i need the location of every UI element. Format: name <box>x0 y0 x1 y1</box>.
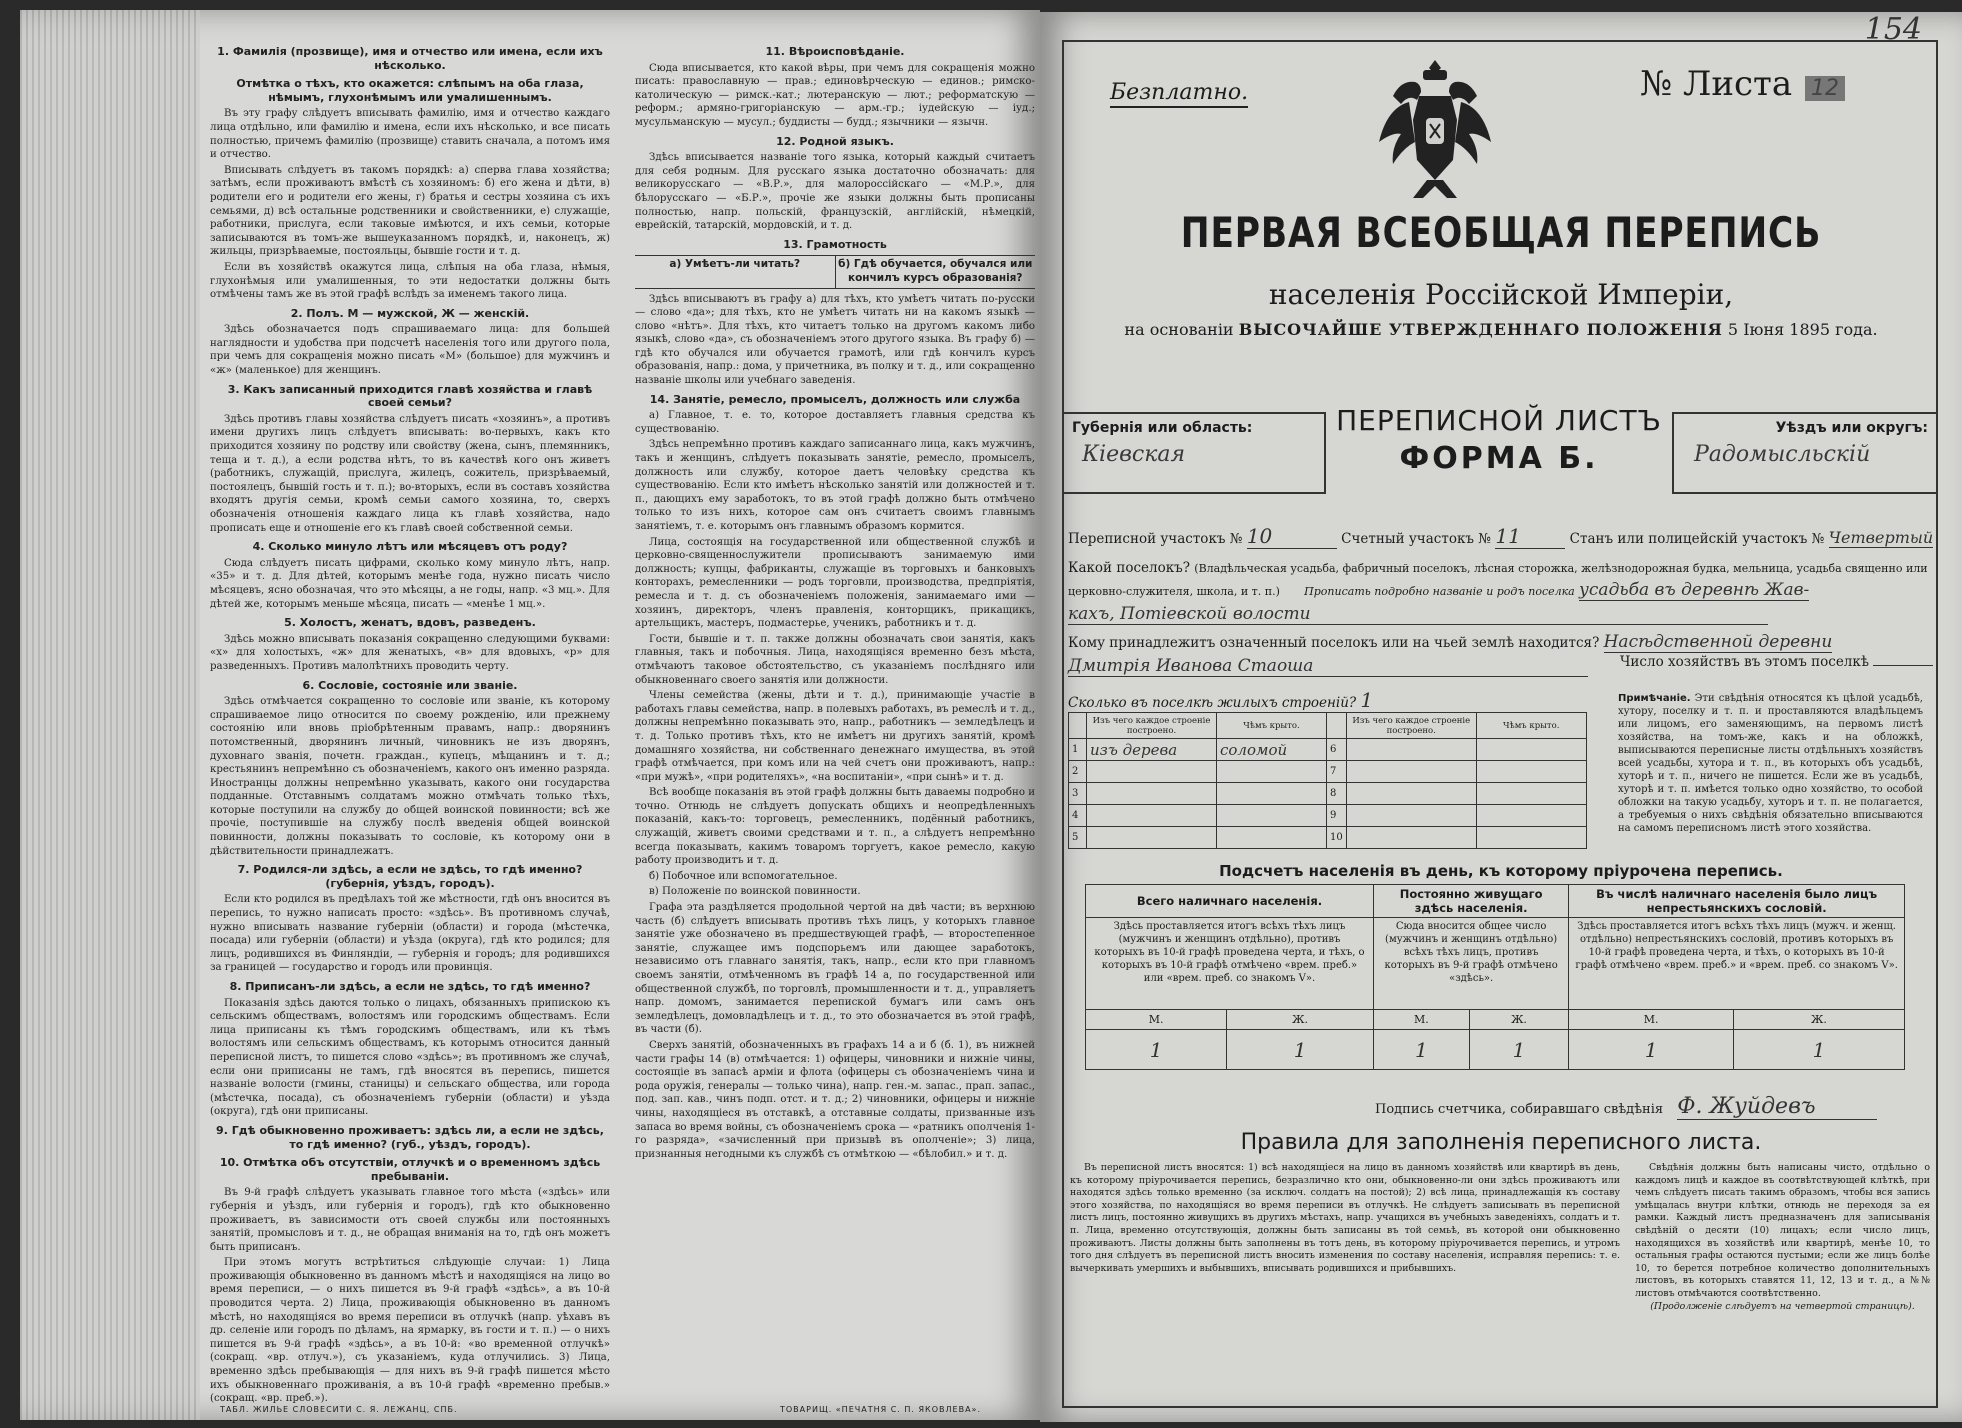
section-paragraph: Гости, бывшіе и т. п. также должны обозначать свои занятія, какъ главныя, такъ и побочныя. Лица, находящіяся временно безъ мѣста, отмѣчаютъ таковое обстоятельство, съ указаніемъ послѣдняго или обыкновеннаго своего занятія или должности. <box>635 633 1035 686</box>
section-paragraph: Въ 9-й графѣ слѣдуетъ указывать главное того мѣста («здѣсь» или губернія и уѣздъ, или губернія и городъ), гдѣ кто обыкновенно проживаетъ, въ зависимости отъ своей службы или постоянныхъ занятій, промысловъ и т. д., не обращая вниманія на то, гдѣ онъ можетъ быть приписанъ. <box>210 1187 610 1253</box>
table-row <box>1069 805 1587 827</box>
legal-basis <box>1040 320 1962 339</box>
note-title: Примѣчаніе. <box>1618 693 1691 704</box>
police-precinct-label: Станъ или полицейскій участокъ № <box>1569 531 1825 547</box>
settlement-row <box>1068 560 1928 576</box>
table-row <box>1069 827 1587 849</box>
material-cell[interactable] <box>1087 827 1217 849</box>
roof-cell[interactable] <box>1476 805 1586 827</box>
section-paragraph: б) Побочное или вспомогательное. <box>649 870 838 882</box>
section-heading: 6. Сословіе, состояніе или званіе. <box>302 678 518 692</box>
rules-continued: (Продолженіе слѣдуетъ на четвертой страницѣ). <box>1650 1300 1915 1312</box>
note-block <box>1618 692 1923 835</box>
permanent-female-value[interactable]: 1 <box>1469 1030 1569 1070</box>
precinct-value[interactable]: 10 <box>1247 524 1337 549</box>
non-peasant-male-value[interactable]: 1 <box>1569 1030 1734 1070</box>
section-paragraph: Сверхъ занятій, обозначенныхъ въ графахъ 14 а и б (б. 1), въ нижней части графы 14 (в) отмѣчается: 1) офицеры, чиновники и нижніе чины, состоящіе въ запасѣ арміи и флота (офицеры съ обозначеніемъ чина и рода оружія, генералы — только чина), напр. ген.-м. запас., прап. запас., под. зап. кав., чинъ подп. отст. и т. д.; 2) чиновники, офицеры и нижніе чины, находящіеся въ отставкѣ, а отставные солдаты, призванные изъ запаса во время войны, съ обозначеніемъ срока — «ратникъ ополченія 1-го разряда», «зачисленный при призывѣ въ ополченіе»; 3) лица, признанныя негодными къ службѣ съ отмѣткою — «бѣлобил.» и т. д. <box>635 1039 1035 1160</box>
material-cell[interactable] <box>1346 805 1476 827</box>
section-heading: 4. Сколько минуло лѣтъ или мѣсяцевъ отъ роду? <box>252 540 568 554</box>
section-paragraph: Сюда вписывается, кто какой вѣры, при чемъ для сокращенія можно писать: православную — прав.; единовѣрческую — единов.; римско-католическую — римск.-кат.; лютеранскую — лют.; реформатскую — реформ.; армяно-григоріанскую — арм.-гр.; іудейскую — іуд.; мусульманскую — мусул.; буддисты — будд.; язычники — язычн. <box>635 62 1035 128</box>
non-peasant-female-value[interactable]: 1 <box>1733 1030 1904 1070</box>
settlement-label: Какой поселокъ? <box>1068 560 1190 576</box>
district-box <box>1672 412 1938 494</box>
row-number: 1 <box>1069 739 1087 761</box>
roof-header: Чѣмъ крыто. <box>1217 713 1327 739</box>
province-box <box>1062 412 1326 494</box>
section-heading: Отмѣтка о тѣхъ, кто окажется: слѣпымъ на оба глаза, нѣмымъ, глухонѣмымъ или умалишеннымъ. <box>236 77 584 104</box>
literacy-subheader: а) Умѣетъ-ли читать? <box>635 256 836 287</box>
material-header-2: Изъ чего каждое строеніе построено. <box>1346 713 1476 739</box>
section-heading: 1. Фамилія (прозвище), имя и отчество или имена, если ихъ нѣсколько. <box>217 45 603 72</box>
right-page <box>1040 12 1962 1422</box>
district-value[interactable]: Радомысльскій <box>1694 442 1871 467</box>
section-heading: 10. Отмѣтка объ отсутствіи, отлучкѣ и о временномъ здѣсь пребываніи. <box>219 1156 601 1183</box>
section-heading: 3. Какъ записанный приходится главѣ хозяйства и главѣ своей семьи? <box>227 382 593 410</box>
male-header: М. <box>1373 1010 1469 1030</box>
permanent-population-header: Постоянно живущаго здѣсь населенія. <box>1373 885 1568 918</box>
signature-value[interactable]: Ф. Жуйдевъ <box>1677 1094 1877 1120</box>
section-heading: 11. Вѣроисповѣданіе. <box>765 45 905 58</box>
total-female-value[interactable]: 1 <box>1227 1030 1374 1070</box>
households-value[interactable] <box>1873 665 1933 666</box>
section-paragraph: При этомъ могутъ встрѣтиться слѣдующіе случаи: 1) Лица проживающія обыкновенно въ данномъ мѣстѣ и находящіяся на лицо во время переписи, — о нихъ пишется въ 9-й графѣ «здѣсь», а въ 10-й проводится черта. 2) Лица, проживающія обыкновенно въ данномъ мѣстѣ, но находящіяся во время переписи въ отлучкѣ (напр. уѣхавъ въ др. селеніе или городъ по дѣламъ, на ярмарку, въ гости и т. п.) — о нихъ пишется въ 9-й графѣ «здѣсь», а въ 10-й: «во временной отлучкѣ» (сокращ. «вр. отлуч.»), съ указаніемъ, куда отлучились. 3) Лица, временно здѣсь пребывающія — для нихъ въ 9-й графѣ пишется мѣсто ихъ обыкновеннаго проживанія, а въ 10-й графѣ «временно пребыв.» (сокращ. «вр. преб.»). <box>210 1257 610 1405</box>
material-cell[interactable]: изъ дерева <box>1087 739 1217 761</box>
non-peasant-desc: Здѣсь проставляется итогъ всѣхъ тѣхъ лицъ (мужч. и женщ. отдѣльно) непрестьянскихъ сословій, противъ которыхъ въ 10-й графѣ проведена черта, и тѣхъ, о которыхъ въ 10-й графѣ отмѣчено «врем. преб.» и «врем. преб. со знакомъ V». <box>1569 918 1905 1010</box>
section-paragraph: Члены семейства (жены, дѣти и т. д.), принимающіе участіе в работахъ главы семейства, напр. в полевыхъ работахъ, въ ремеслѣ и т. д., должны непремѣнно показывать это, напр., работникъ — земледѣлецъ и т. д. Только противъ тѣхъ, кто не имѣетъ ни другихъ занятій, кромѣ домашняго хозяйства, ни собственнаго денежнаго имущества, въ этой графѣ отмѣчается, при комъ или на чей счетъ они проживаютъ, напр.: «при мужѣ», «при родителяхъ», «на воспитаніи», «при сынѣ» и т. д. <box>635 690 1035 783</box>
form-letter: ФОРМА Б. <box>1399 441 1599 476</box>
settlement-value-2[interactable]: кахъ, Потіевской волости <box>1068 604 1768 625</box>
total-population-desc: Здѣсь проставляется итогъ всѣхъ тѣхъ лицъ (мужчинъ и женщинъ отдѣльно), противъ которыхъ въ 10-й графѣ проведена черта, и тѣхъ, о которыхъ въ 10-й графѣ отмѣчено «врем. преб.» или «врем. преб. со знакомъ V». <box>1086 918 1374 1010</box>
owner-row <box>1068 632 1832 653</box>
sheet-number <box>1640 64 1845 104</box>
row-number: 6 <box>1327 739 1347 761</box>
section-heading: 9. Гдѣ обыкновенно проживаетъ: здѣсь ли, а если не здѣсь, то гдѣ именно? (губ., уѣздъ, городъ). <box>216 1123 604 1151</box>
material-cell[interactable] <box>1087 761 1217 783</box>
female-header: Ж. <box>1227 1010 1374 1030</box>
row-number: 3 <box>1069 783 1087 805</box>
male-header: М. <box>1086 1010 1227 1030</box>
row-number: 8 <box>1327 783 1347 805</box>
table-row <box>1069 739 1587 761</box>
double-headed-eagle-icon <box>1375 56 1495 206</box>
row-number: 7 <box>1327 761 1347 783</box>
row-number: 10 <box>1327 827 1347 849</box>
section-heading: 2. Полъ. М — мужской, Ж — женскій. <box>290 306 530 320</box>
section-paragraph: в) Положеніе по воинской повинности. <box>649 886 861 898</box>
settlement-hint: (Владѣльческая усадьба, фабричный поселокъ, лѣсная сторожка, желѣзнодорожная будка, мельница, усадьба священно или <box>1194 562 1928 575</box>
printer-imprint-left: ТАБЛ. ЖИЛЬЕ СЛОВЕСИТИ С. Я. ЛЕЖАНЦ, СПБ. <box>220 1405 458 1414</box>
roof-header-2: Чѣмъ крыто. <box>1476 713 1586 739</box>
total-population-header: Всего наличнаго населенія. <box>1086 885 1374 918</box>
counting-precinct-value[interactable]: 11 <box>1495 524 1565 549</box>
basis-prefix: на основаніи <box>1124 320 1234 339</box>
owner-label: Кому принадлежитъ означенный поселокъ или на чьей землѣ находится? <box>1068 635 1600 651</box>
census-title: ПЕРВАЯ ВСЕОБЩАЯ ПЕРЕПИСЬ <box>1180 208 1822 257</box>
row-number: 5 <box>1069 827 1087 849</box>
section-paragraph: Всѣ вообще показанія въ этой графѣ должны быть даваемы подробно и точно. Отнюдь не слѣдуетъ допускать общихъ и неопредѣленныхъ показаній, какъ-то: торговецъ, ремесленникъ, подённый работникъ, служащій, живетъ своими средствами и т. п., а слѣдуетъ непремѣнно всегда показывать, какимъ товаромъ торгуетъ, какое ремесло, какую работу производитъ и т. д. <box>635 787 1035 867</box>
section-paragraph: Здѣсь отмѣчается сокращенно то сословіе или званіе, къ которому спрашиваемое лицо относится по своему рожденію, или прежнему состоянію или вновь пріобрѣтенным правамъ, напр.: дворянинъ потомственный, дворянинъ личный, чиновникъ не изъ дворянъ, духовнаго званія, почетн. граждан., купецъ, мѣщанинъ и т. д.; крестьянинъ непремѣнно съ обозначеніемъ, какого онъ именно разряда. Иностранцы должны непремѣнно указывать, какого они государства подданные. Отставнымъ солдатамъ можно отмѣчать только тѣхъ, которые поступили на службу до общей воинской повинности; всѣ же прочіе, поступившіе на службу послѣ введенія общей воинской повинности, должны показывать то сословіе, къ которому они в дѣйствительности принадлежатъ. <box>210 696 610 857</box>
roof-cell[interactable] <box>1217 761 1327 783</box>
non-peasant-header: Въ числѣ наличнаго населенія было лицъ непрестьянскихъ сословій. <box>1569 885 1905 918</box>
total-male-value[interactable]: 1 <box>1086 1030 1227 1070</box>
census-subtitle: населенія Россійской Имперіи, <box>1268 278 1734 311</box>
buildings-value[interactable]: 1 <box>1360 688 1560 713</box>
stacked-page-edges <box>20 10 200 1420</box>
rules-right <box>1635 1162 1930 1313</box>
material-cell[interactable] <box>1346 739 1476 761</box>
section-heading: 7. Родился-ли здѣсь, а если не здѣсь, то гдѣ именно? (губернія, уѣздъ, городъ). <box>237 863 583 890</box>
section-heading: 8. Приписанъ-ли здѣсь, а если не здѣсь, то гдѣ именно? <box>229 980 591 993</box>
printer-imprint-right: ТОВАРИЩ. «ПЕЧАТНЯ С. П. ЯКОВЛЕВА». <box>780 1405 981 1414</box>
buildings-label: Сколько въ поселкѣ жилыхъ строеній? <box>1068 695 1357 711</box>
material-cell[interactable] <box>1087 805 1217 827</box>
enumerator-signature-row <box>1375 1094 1877 1120</box>
material-cell[interactable] <box>1087 783 1217 805</box>
roof-cell[interactable] <box>1476 827 1586 849</box>
row-number: 2 <box>1069 761 1087 783</box>
material-cell[interactable] <box>1346 783 1476 805</box>
settlement-hint-2: церковно-служителя, школа, и т. п.) <box>1068 585 1280 598</box>
permanent-male-value[interactable]: 1 <box>1373 1030 1469 1070</box>
section-paragraph: Лица, состоящія на государственной или общественной службѣ и церковно-священнослужители прописываютъ занимаемую ими должность; купцы, фабриканты, служащіе въ торговыхъ и банковыхъ конторахъ, ремесленники — родъ торговли, производства, предпріятія, ремесла и т. д. съ обозначеніемъ положенія, занимаемаго ими — хозяинъ, директоръ, членъ правленія, конторщикъ, прикащикъ, артельщикъ, мастеръ, подмастерье, ученикъ, работникъ и т. д. <box>635 536 1035 630</box>
row-number: 9 <box>1327 805 1347 827</box>
section-paragraph: Показанія здѣсь даются только о лицахъ, обязанныхъ припискою къ сельскимъ обществамъ, волостямъ или городскимъ обществамъ. Если лица приписаны къ тѣмъ городскимъ обществамъ, или къ тѣмъ волостямъ или сельскимъ обществамъ, къ которымъ относится данный переписной листъ, то пишется слово «здѣсь»; въ противномъ же случаѣ, если они приписаны не тамъ, гдѣ вносятся въ перепись, пишется названіе волости (гмины, станицы) и сельскаго общества, или города (мѣстечка, посада), съ обозначеніемъ губерніи (области) и уѣзда (округа), гдѣ они приписаны. <box>210 997 610 1118</box>
note-text: Эти свѣдѣнія относятся къ цѣлой усадьбѣ, хутору, поселку и т. п. и проставляются владѣльцемъ или лицомъ, его заменяющимъ, на первомъ листѣ хозяйства, на томъ-же, какъ и на обложкѣ, выписываются переписные листы отдѣльныхъ хозяйствъ всей усадьбы, хутора и т. п., въ которыхъ объ усадьбѣ, хуторѣ и т. п., ничего не пишется. Если же въ усадьбѣ, хуторѣ и т. п. имѣется только одно хозяйство, то особой обложки на такую усадьбу, хуторъ и т. п. не полагается, а требуемыя о нихъ свѣдѣнія обязательно вписываются на самомъ переписномъ листѣ этого хозяйства. <box>1618 693 1923 834</box>
female-header: Ж. <box>1733 1010 1904 1030</box>
row-number: 4 <box>1069 805 1087 827</box>
signature-label: Подпись счетчика, собиравшаго свѣдѣнія <box>1375 1102 1664 1117</box>
settlement-row-3 <box>1068 604 1768 625</box>
section-paragraph: Здѣсь непремѣнно противъ каждаго записаннаго лица, какъ мужчинъ, такъ и женщинъ, слѣдуетъ показывать занятіе, ремесло, промыселъ, должность или службу, которое даетъ человѣку средства къ существованію. Если кто имѣетъ нѣсколько занятій или должностей и т. п., дающихъ ему заработокъ, то въ этой графѣ должно быть отмѣчено только то изъ нихъ, которое сам онъ считаетъ своимъ главнымъ занятіемъ, т. е. которымъ онъ главнымъ образомъ кормится. <box>635 439 1035 532</box>
section-paragraph: а) Главное, т. е. то, которое доставляетъ главныя средства къ существованію. <box>635 410 1035 435</box>
section-heading: 13. Грамотность <box>783 237 887 251</box>
roof-cell[interactable]: соломой <box>1217 739 1327 761</box>
num-header-2 <box>1327 713 1347 739</box>
population-table <box>1085 884 1905 1070</box>
section-paragraph: Здѣсь противъ главы хозяйства слѣдуетъ писать «хозяинъ», а противъ имени другихъ лицъ слѣдуетъ вписывать: во-первыхъ, какъ кто приходится хозяину по родству или свойству (жена, сынъ, племянникъ, теща и т. д.), а если родства нѣтъ, то въ качествѣ кого онъ живетъ (работникъ, служащій, прислуга, жилецъ, сожитель, призрѣваемый, постоялецъ, бывшій гость и т. п.); во-вторыхъ, если въ составъ хозяйства входятъ другія семьи, кромѣ семьи самого хозяина, то, сверхъ обозначенія отношенія каждаго лица къ главѣ хозяйства, надо прописать еще и отношеніе его къ главѣ своей собственной семьи. <box>210 413 610 534</box>
table-row <box>1069 783 1587 805</box>
basis-decree: ВЫСОЧАЙШЕ УТВЕРЖДЕННАГО ПОЛОЖЕНІЯ <box>1238 320 1723 339</box>
settlement-note: Прописать подробно названіе и родъ поселка <box>1304 585 1575 598</box>
population-count-title: Подсчетъ населенія въ день, къ которому пріурочена перепись. <box>1219 862 1783 880</box>
rules-right-text: Свѣдѣнія должны быть написаны чисто, отдѣльно о каждомъ лицѣ и каждое въ соотвѣтствующей клѣткѣ, при чемъ слѣдуетъ писать такимъ образомъ, чтобы вся запись умѣщалась внутри клѣтки, отнюдь не переходя за ея рамки. Каждый листъ предназначенъ для записыванія свѣдѣній о десяти (10) лицахъ; если число лицъ, находящихся въ хозяйствѣ или квартирѣ, менѣе 10, то остальныя графы остаются пустыми; если же лицъ болѣе 10, то берется потребное количество дополнительныхъ листовъ, въ которыхъ ставятся 11, 12, 13 и т. д., а №№ листовъ отмѣчаются соотвѣтственно. <box>1635 1162 1930 1299</box>
section-paragraph: Если кто родился въ предѣлахъ той же мѣстности, гдѣ онъ вносится въ перепись, то нужно написать просто: «здѣсь». Въ противномъ случаѣ, нужно вписывать название губерніи (области) и города (мѣстечка, посада) или губерніи (области) и уѣзда (округа), гдѣ кто родился; для лицъ, родившихся въ Финляндіи, — губернія и городъ; для родившихся за границей — государство и городъ или провинція. <box>210 894 610 974</box>
male-header: М. <box>1569 1010 1734 1030</box>
sheet-number-value: 12 <box>1805 76 1845 101</box>
province-label: Губернія или область: <box>1072 420 1253 436</box>
section-heading: 5. Холостъ, женатъ, вдовъ, разведенъ. <box>284 616 536 630</box>
roof-cell[interactable] <box>1476 783 1586 805</box>
households-label: Число хозяйствъ въ этомъ поселкѣ <box>1620 654 1869 670</box>
sheet-number-label: № Листа <box>1640 64 1793 104</box>
instructions-column-1 <box>210 40 610 1408</box>
num-header <box>1069 713 1087 739</box>
material-cell[interactable] <box>1346 761 1476 783</box>
owner-row-2 <box>1068 656 1588 677</box>
left-page <box>20 10 1040 1420</box>
instructions-column-2 <box>635 40 1035 1163</box>
form-title-text: ПЕРЕПИСНОЙ ЛИСТЪ <box>1336 404 1662 437</box>
section-paragraph: Здѣсь вписывается названіе того языка, который каждый считаетъ для себя родным. Для русскаго языка достаточно обозначать: для великорусскаго — «В.Р.», для малороссійскаго — «М.Р.», для бѣлорусскаго — «Б.Р.», прочіе же языки должны быть прописаны полностью, напр. польскій, французскій, англійскій, нѣмецкій, еврейскій, татарскій, мордовскій, и т. д. <box>635 152 1035 232</box>
material-header: Изъ чего каждое строеніе построено. <box>1087 713 1217 739</box>
female-header: Ж. <box>1469 1010 1569 1030</box>
section-paragraph: Здѣсь обозначается подъ спрашиваемаго лица: для большей наглядности и удобства при подсчетѣ населенія того или другого пола, при чемъ для сокращенія можно писать «М» (большое) для мужчинъ и «ж» (маленькое) для женщинъ. <box>210 324 610 377</box>
section-paragraph: Здѣсь вписываютъ въ графу а) для тѣхъ, кто умѣетъ читать по-русски — слово «да»; для тѣхъ, кто не умѣетъ читать ни на какомъ языкѣ — слово «нѣтъ». Для тѣхъ, кто читаетъ только на другомъ какомъ либо языкѣ, слово «да», съ обозначеніемъ этого другого языка. Въ графу б) — гдѣ кто обучался или обучается грамотѣ, или гдѣ кончилъ курсъ образованія, напр.: дома, у причетника, въ полку и т. д., или сокращенно названіе школы или учебнаго заведенія. <box>635 293 1035 387</box>
section-paragraph: Здѣсь можно вписывать показанія сокращенно следующими буквами: «х» для холостыхъ, «ж» для женатыхъ, «в» для вдовыхъ, «р» для разведенныхъ. Противъ малолѣтнихъ проводить черту. <box>210 633 610 672</box>
province-value[interactable]: Кіевская <box>1082 442 1186 467</box>
roof-cell[interactable] <box>1476 761 1586 783</box>
section-paragraph: Графа эта раздѣляется продольной чертой на двѣ части; въ верхнюю часть (б) слѣдуетъ вписывать противъ тѣхъ лицъ, у которыхъ главное занятіе уже обозначено въ предшествующей графѣ, — второстепенное занятіе, служащее имъ подспорьемъ или дающее заработокъ, независимо отъ главнаго занятія, такъ, напр., если кто при главномъ своемъ занятіи, отмѣченномъ въ графѣ 14 а, по государственной или общественной службѣ, по торговлѣ, промышленности и т. д., управляетъ напр. домомъ, занимается перепиской бумагъ или самъ онъ земледѣлецъ, домовладѣлецъ и т. д., то это обозначается въ этой графѣ, въ части (б). <box>635 902 1035 1036</box>
police-precinct-value[interactable]: Четвертый <box>1828 528 1934 547</box>
counting-precinct-label: Счетный участокъ № <box>1341 531 1492 547</box>
owner-value-2[interactable]: Дмитрія Иванова Стаоша <box>1068 656 1588 677</box>
roof-cell[interactable] <box>1217 783 1327 805</box>
section-paragraph: Вписывать слѣдуетъ въ такомъ порядкѣ: а) сперва глава хозяйства; затѣмъ, если проживаютъ вмѣстѣ съ хозяиномъ: б) его жена и дѣти, в) родители его и родители его жены, г) братья и сестры хозяина съ ихъ семьями, д) всѣ остальные родственники и свойственники, е) служащіе, работники, прислуга, если таковые имѣются, и ихъ семьи, которые записываются въ томъ-же вышеуказанномъ порядкѣ, и, наконецъ, ж) жильцы, призрѣваемые, постояльцы, бывшіе гости и т. д. <box>210 164 610 258</box>
roof-cell[interactable] <box>1476 739 1586 761</box>
household-row <box>1620 654 1933 670</box>
literacy-subheaders <box>635 255 1035 288</box>
section-heading: 12. Родной языкъ. <box>776 134 894 148</box>
permanent-population-desc: Сюда вносится общее число (мужчинъ и женщинъ отдѣльно) всѣхъ тѣхъ лицъ, противъ которыхъ въ 9-й графѣ отмѣчено «здѣсь». <box>1373 918 1568 1010</box>
table-row <box>1069 761 1587 783</box>
roof-cell[interactable] <box>1217 827 1327 849</box>
settlement-row-2 <box>1068 580 1809 601</box>
owner-value[interactable]: Насѣдственной деревни <box>1603 632 1833 652</box>
archive-page-number: 154 <box>1864 12 1922 47</box>
section-paragraph: Сюда слѣдуетъ писать цифрами, сколько кому минуло лѣтъ, напр. «35» и т. д. Для дѣтей, которымъ менѣе года, нужно писать число мѣсяцевъ, ясно обозначая, что это мѣсяцы, а не годы, напр. «3 мц.». Для дѣтей же, которымъ меньше мѣсяца, писать — «менѣе 1 мц.». <box>210 557 610 610</box>
precinct-label: Переписной участокъ № <box>1068 531 1243 547</box>
rules-title: Правила для заполненія переписного листа. <box>1240 1130 1762 1155</box>
literacy-subheader: б) Гдѣ обучается, обучался или кончилъ курсъ образованія? <box>838 258 1033 284</box>
basis-date: 5 Іюня 1895 года. <box>1727 320 1878 339</box>
precinct-row <box>1068 524 1933 549</box>
buildings-table <box>1068 712 1587 849</box>
settlement-value[interactable]: усадьба въ деревнѣ Жав- <box>1579 580 1810 600</box>
rules-left-text: Въ переписной листъ вносятся: 1) всѣ находящіеся на лицо въ данномъ хозяйствѣ или квартирѣ въ день, къ которому пріурочивается перепись, безразлично кто они, обыкновенно-ли они здѣсь проживаютъ или находятся здѣсь только временно (за исключ. солдатъ на постой); 2) всѣ лица, принадлежащія къ составу этого хозяйства, по находящіяся во время переписи въ отлучкѣ. Не слѣдуетъ записывать въ переписной листъ лицъ, постоянно живущихъ въ другихъ мѣстахъ, напр. учащихся въ учебныхъ заведеніяхъ, солдатъ и т. п. Лица, временно отсутствующія, должны быть записаны въ той семьѣ, въ которой они обыкновенно проживаютъ. Листы должны быть заполнены въ тотъ день, въ которому пріурочивается перепись, и утромъ того дня слѣдуетъ въ переписной листъ вносить изменения по составу населенія, исправляя перепись: т. е. вычеркивать умершихъ и выбывшихъ, вписывать родившихся и прибывшихъ. <box>1070 1162 1620 1274</box>
material-cell[interactable] <box>1346 827 1476 849</box>
roof-cell[interactable] <box>1217 805 1327 827</box>
district-label: Уѣздъ или округъ: <box>1775 420 1928 436</box>
free-label: Безплатно. <box>1110 80 1249 105</box>
section-heading: 14. Занятіе, ремесло, промыселъ, должность или служба <box>649 392 1021 406</box>
section-paragraph: Если въ хозяйствѣ окажутся лица, слѣпыя на оба глаза, нѣмыя, глухонѣмыя или умалишенныя, то эти недостатки должны быть отмѣчены тамъ же въ этой графѣ вслѣдъ за именемъ такого лица. <box>210 261 610 301</box>
section-paragraph: Въ эту графу слѣдуетъ вписывать фамилію, имя и отчество каждаго лица отдѣльно, или фамилію и имена, если ихъ нѣсколько, и все писать полностью, причемъ фамилію (прозвище) ставить сначала, а потомъ имя и отчество. <box>210 108 610 161</box>
buildings-row <box>1068 688 1560 713</box>
rules-left <box>1070 1162 1620 1275</box>
form-title <box>1326 404 1672 476</box>
